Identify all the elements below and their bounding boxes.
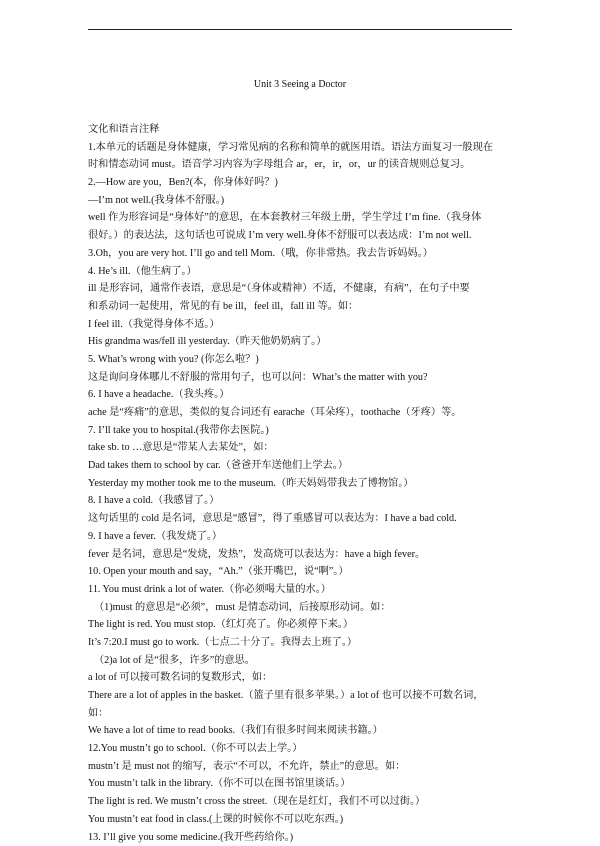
text-line: 12.You mustn’t go to school.（你不可以去上学。） [88,740,518,758]
text-lines [88,139,518,846]
text-line: take sb. to …意思是“带某人去某处”，如： [88,439,518,457]
text-line: （2)a lot of 是“很多，许多”的意思。 [88,652,518,670]
text-line: I feel ill.（我觉得身体不适。） [88,316,518,334]
text-line: 2.—How are you，Ben?(本，你身体好吗？) [88,174,518,192]
text-line: mustn’t 是 must not 的缩写，表示“不可以，不允许，禁止”的意思。如： [88,758,518,776]
text-line: 5. What’s wrong with you? (你怎么啦？) [88,351,518,369]
text-line: a lot of 可以接可数名词的复数形式，如： [88,669,518,687]
text-line: 4. He’s ill.（他生病了。） [88,263,518,281]
text-line: We have a lot of time to read books.（我们有很多时间来阅读书籍。） [88,722,518,740]
text-line: 6. I have a headache.（我头疼。） [88,386,518,404]
text-line: 8. I have a cold.（我感冒了。） [88,492,518,510]
section-heading: 文化和语言注释 [88,121,518,139]
text-line: fever 是名词，意思是“发烧，发热”，发高烧可以表达为：have a high fever。 [88,546,518,564]
text-line: It’s 7:20.I must go to work.（七点二十分了。我得去上班了。） [88,634,518,652]
text-line: Yesterday my mother took me to the museum.（昨天妈妈带我去了博物馆。） [88,475,518,493]
text-line: You mustn’t talk in the library.（你不可以在图书馆里谈话。） [88,775,518,793]
text-line: —I’m not well.(我身体不舒服。) [88,192,518,210]
text-line: 7. I’ll take you to hospital.(我带你去医院。) [88,422,518,440]
text-line: 这是询问身体哪儿不舒服的常用句子，也可以问：What’s the matter with you? [88,369,518,387]
text-line: well 作为形容词是“身体好”的意思，在本套教材三年级上册，学生学过 I’m fine.（我身体 [88,209,518,227]
text-line: （1)must 的意思是“必须”，must 是情态动词，后接原形动词。如： [88,599,518,617]
text-line: Dad takes them to school by car.（爸爸开车送他们上学去。） [88,457,518,475]
document-title: Unit 3 Seeing a Doctor [0,79,600,91]
text-line: 如： [88,705,518,723]
text-line: 11. You must drink a lot of water.（你必须喝大量的水。） [88,581,518,599]
text-line: 9. I have a fever.（我发烧了。） [88,528,518,546]
text-line: ill 是形容词，通常作表语，意思是“（身体或精神）不适，不健康，有病”，在句子中要 [88,280,518,298]
text-line: 1.本单元的话题是身体健康，学习常见病的名称和简单的就医用语。语法方面复习一般现在 [88,139,518,157]
text-line: 很好。）的表达法，这句话也可说成 I’m very well.身体不舒服可以表达成：I’m not well. [88,227,518,245]
text-line: There are a lot of apples in the basket.（篮子里有很多苹果。）a lot of 也可以接不可数名词， [88,687,518,705]
header-rule [88,29,512,30]
text-line: 3.Oh，you are very hot. I’ll go and tell Mom.（哦，你非常热。我去告诉妈妈。） [88,245,518,263]
text-line: His grandma was/fell ill yesterday.（昨天他奶奶病了。） [88,333,518,351]
text-line: The light is red. We mustn’t cross the street.（现在是红灯，我们不可以过街。） [88,793,518,811]
text-line: The light is red. You must stop.（红灯亮了。你必须停下来。） [88,616,518,634]
text-line: ache 是“疼痛”的意思，类似的复合词还有 earache（耳朵疼），toothache（牙疼）等。 [88,404,518,422]
text-line: 这句话里的 cold 是名词，意思是“感冒”，得了重感冒可以表达为：I have a bad cold. [88,510,518,528]
text-line: 10. Open your mouth and say，“Ah.”（张开嘴巴，说“啊”。） [88,563,518,581]
text-line: 时和情态动词 must。语音学习内容为字母组合 ar，er，ir，or，ur 的读音规则总复习。 [88,156,518,174]
text-line: 13. I’ll give you some medicine.(我开些药给你。) [88,829,518,846]
text-line: 和系动词一起使用，常见的有 be ill，feel ill，fall ill 等。如： [88,298,518,316]
document-body [88,121,518,846]
text-line: You mustn’t eat food in class.(上课的时候你不可以吃东西。) [88,811,518,829]
